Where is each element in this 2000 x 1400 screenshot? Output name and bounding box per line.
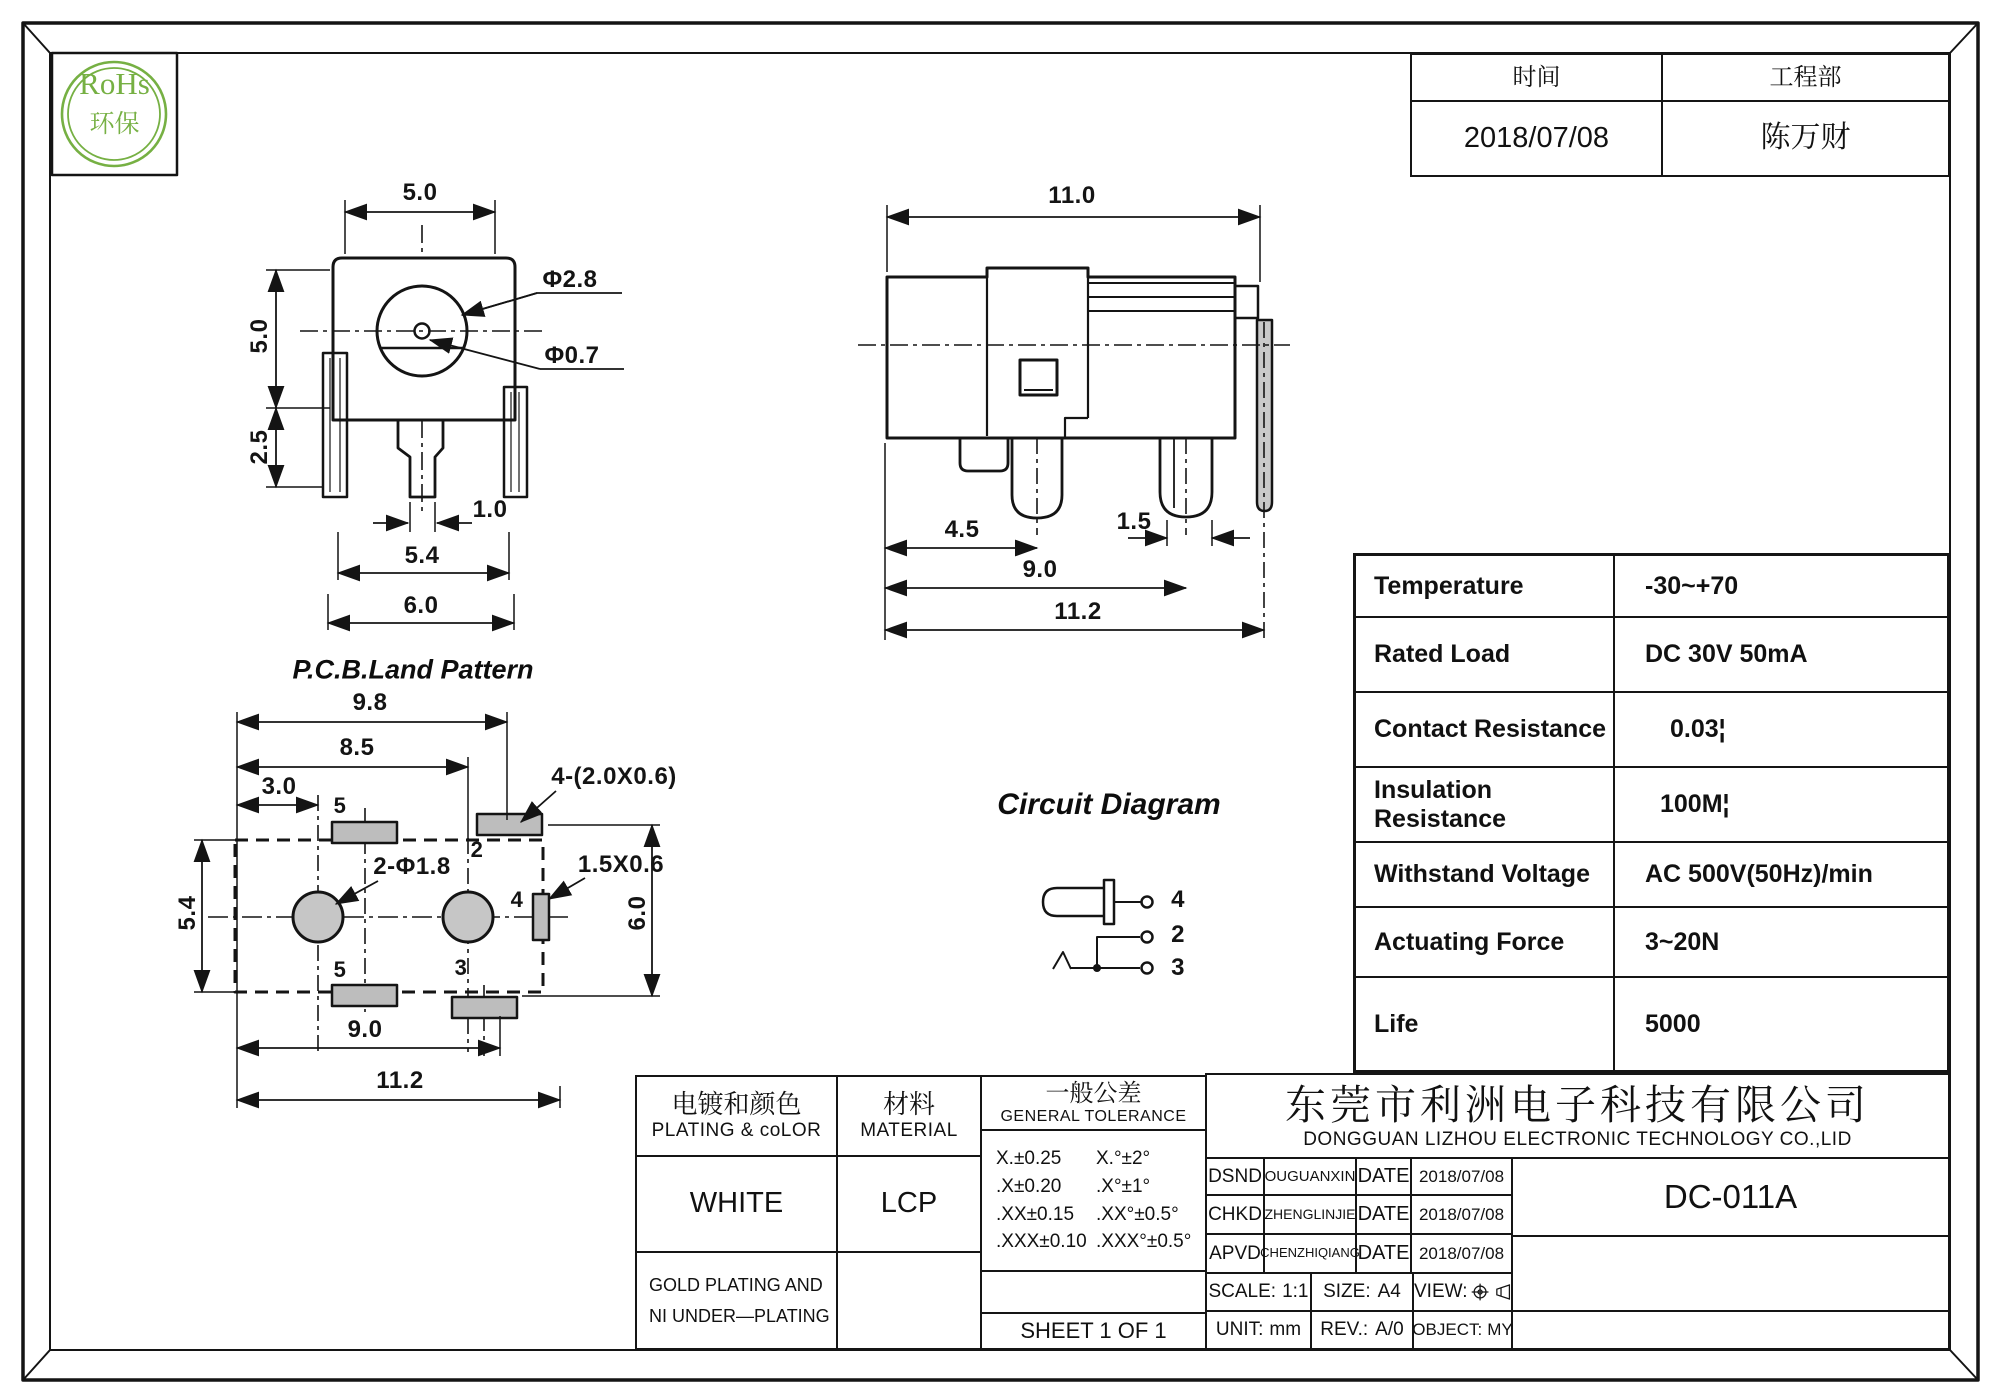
circuit-pin4: 4	[1171, 886, 1185, 913]
pcb-dim-54: 5.4	[174, 895, 201, 931]
staff-name: CHENZHIQIANG	[1260, 1245, 1360, 1261]
front-dia-outer: Φ2.8	[542, 266, 598, 293]
circuit-pin3: 3	[1171, 954, 1185, 981]
unit-value: mm	[1269, 1319, 1302, 1341]
size-value: A4	[1377, 1281, 1401, 1303]
front-dim-upper-height: 5.0	[246, 318, 273, 354]
object-label: OBJECT:	[1412, 1320, 1483, 1340]
plating-header-en: PLATING & coLOR	[651, 1120, 822, 1142]
object-value: MY	[1487, 1320, 1513, 1340]
spec-value: 5000	[1645, 1009, 1701, 1038]
spec-label: Temperature	[1356, 556, 1615, 616]
rev-value: A/0	[1375, 1319, 1404, 1341]
rev-label: REV.:	[1320, 1319, 1369, 1341]
part-number-cell	[1511, 1157, 1950, 1237]
sheet-cell	[980, 1312, 1207, 1350]
front-dim-inner-width: 5.4	[404, 542, 440, 569]
material-header-en: MATERIAL	[860, 1120, 958, 1142]
empty-cell-bottom	[1511, 1310, 1950, 1350]
tolerance-header-cn: 一般公差	[1045, 1080, 1142, 1107]
third-angle-projection-icon	[1471, 1278, 1512, 1306]
unit-label: UNIT:	[1215, 1319, 1264, 1341]
dsnd-role	[1205, 1157, 1265, 1196]
pcb-dim-60: 6.0	[624, 895, 651, 931]
spec-value: 100M¦	[1660, 790, 1730, 818]
dsnd-date-label	[1355, 1157, 1412, 1196]
chkd-date-label	[1355, 1194, 1412, 1235]
pcb-pin4: 4	[510, 887, 524, 912]
pcb-pin3: 3	[454, 955, 468, 980]
spec-value: AC 500V(50Hz)/min	[1645, 860, 1873, 888]
unit-cell	[1205, 1310, 1312, 1350]
front-dim-lower-height: 2.5	[246, 429, 273, 465]
tol-linear-3: .XX±0.15	[996, 1203, 1075, 1225]
pcb-pin5-bottom: 5	[333, 957, 347, 982]
pcb-dim-90: 9.0	[347, 1016, 383, 1043]
spec-label: Contact Resistance	[1356, 693, 1615, 766]
circuit-pin2: 2	[1171, 921, 1185, 948]
plating-header-cn: 电镀和颜色	[671, 1089, 802, 1120]
date-value: 2018/07/08	[1418, 1166, 1505, 1186]
dsnd-date	[1410, 1157, 1513, 1196]
plating-header	[635, 1075, 838, 1157]
spec-label: Actuating Force	[1356, 908, 1615, 976]
apvd-name	[1260, 1233, 1360, 1274]
pcb-dim-112: 11.2	[376, 1067, 424, 1094]
front-dim-pin-width: 1.0	[472, 496, 508, 523]
plating-value	[635, 1155, 838, 1253]
company-name-en: DONGGUAN LIZHOU ELECTRONIC TECHNOLOGY CO.,LID	[1303, 1128, 1852, 1150]
table-row	[1356, 556, 1947, 618]
chkd-name	[1263, 1194, 1357, 1235]
rohs-label: RoHs	[79, 66, 150, 101]
plating-note	[635, 1251, 838, 1350]
stamp-date: 2018/07/08	[1463, 121, 1610, 154]
pcb-slot-note: 1.5X0.6	[577, 851, 665, 878]
scale-value: 1:1	[1282, 1281, 1309, 1303]
tolerance-header-en: GENERAL TOLERANCE	[1000, 1107, 1187, 1125]
tolerance-empty-row	[980, 1270, 1207, 1314]
sheet-number: SHEET 1 OF 1	[1020, 1318, 1167, 1344]
spec-label: Withstand Voltage	[1356, 843, 1615, 906]
chkd-role	[1205, 1194, 1265, 1235]
size-cell	[1310, 1272, 1414, 1312]
side-dim-90: 9.0	[1022, 556, 1058, 583]
role-label: CHKD	[1208, 1203, 1262, 1225]
table-row	[1356, 908, 1947, 978]
apvd-date	[1410, 1233, 1513, 1274]
company-name-cn: 东莞市利洲电子科技有限公司	[1285, 1081, 1870, 1128]
material-header-cn: 材料	[882, 1089, 935, 1120]
spec-value: 0.03¦	[1670, 715, 1726, 743]
empty-cell-mid	[1511, 1235, 1950, 1312]
spec-table	[1353, 553, 1950, 1073]
plating-color: WHITE	[689, 1187, 784, 1220]
table-row	[1356, 978, 1947, 1070]
front-dia-pin: Φ0.7	[544, 342, 600, 369]
pcb-dim-85: 8.5	[339, 734, 375, 761]
side-dim-112: 11.2	[1054, 598, 1102, 625]
date-label: DATE	[1357, 1165, 1410, 1187]
tol-linear-2: .X±0.20	[996, 1175, 1062, 1197]
tol-angular-2: .X°±1°	[1096, 1175, 1151, 1197]
tol-linear-4: .XXX±0.10	[996, 1231, 1087, 1253]
stamp-time-value	[1410, 100, 1663, 177]
material-note-empty	[836, 1251, 982, 1350]
material-value	[836, 1155, 982, 1253]
pcb-pin2: 2	[470, 837, 484, 862]
tol-angular-3: .XX°±0.5°	[1096, 1203, 1179, 1225]
size-label: SIZE:	[1323, 1281, 1371, 1303]
stamp-dept-value	[1661, 100, 1950, 177]
tolerance-values	[980, 1129, 1207, 1272]
company-cell	[1205, 1073, 1950, 1159]
staff-name: OUGUANXIN	[1264, 1167, 1356, 1185]
view-cell	[1412, 1272, 1513, 1312]
table-row	[1356, 768, 1947, 843]
role-label: DSND	[1208, 1165, 1262, 1187]
pcb-dim-30: 3.0	[261, 773, 297, 800]
tolerance-header	[980, 1075, 1207, 1131]
apvd-role	[1205, 1233, 1265, 1274]
date-label: DATE	[1357, 1203, 1410, 1225]
circuit-title: Circuit Diagram	[997, 788, 1221, 821]
pcb-pin5-top: 5	[333, 793, 347, 818]
table-row	[1356, 693, 1947, 768]
spec-label: Rated Load	[1356, 618, 1615, 691]
stamp-dept-header	[1661, 53, 1950, 102]
tol-angular-4: .XXX°±0.5°	[1096, 1231, 1192, 1253]
spec-value: DC 30V 50mA	[1645, 640, 1808, 668]
pcb-title: P.C.B.Land Pattern	[292, 654, 534, 685]
spec-label: Insulation Resistance	[1356, 768, 1615, 841]
stamp-engineer-name: 陈万财	[1760, 121, 1851, 155]
object-cell	[1412, 1310, 1513, 1350]
pcb-dim-98: 9.8	[352, 689, 388, 716]
material-name: LCP	[880, 1187, 938, 1220]
rev-cell	[1310, 1310, 1414, 1350]
spec-label: Life	[1356, 978, 1615, 1070]
side-dim-45: 4.5	[944, 516, 980, 543]
dsnd-name	[1263, 1157, 1357, 1196]
tol-angular-1: X.°±2°	[1096, 1147, 1151, 1169]
date-label: DATE	[1357, 1242, 1410, 1264]
plating-note-line1: GOLD PLATING AND	[649, 1274, 823, 1295]
side-dim-width: 11.0	[1048, 182, 1096, 209]
front-dim-outer-width: 6.0	[403, 592, 439, 619]
front-dim-top-width: 5.0	[402, 179, 438, 206]
rohs-subtitle: 环保	[89, 110, 140, 138]
pcb-pad-note: 4-(2.0X0.6)	[551, 763, 677, 790]
rohs-logo	[52, 66, 177, 140]
scale-label: SCALE:	[1208, 1281, 1277, 1303]
pcb-hole-note: 2-Φ1.8	[373, 853, 451, 880]
tol-linear-1: X.±0.25	[996, 1147, 1062, 1169]
material-header	[836, 1075, 982, 1157]
scale-cell	[1205, 1272, 1312, 1312]
apvd-date-label	[1355, 1233, 1412, 1274]
part-number: DC-011A	[1663, 1178, 1798, 1216]
plating-note-line2: NI UNDER—PLATING	[649, 1305, 830, 1326]
role-label: APVD	[1209, 1242, 1261, 1264]
view-label: VIEW:	[1414, 1281, 1468, 1303]
stamp-time-label: 时间	[1512, 63, 1561, 91]
stamp-dept-label: 工程部	[1769, 63, 1842, 91]
spec-value: -30~+70	[1645, 571, 1739, 600]
stamp-time-header	[1410, 53, 1663, 102]
staff-name: ZHENGLINJIE	[1264, 1206, 1356, 1223]
chkd-date	[1410, 1194, 1513, 1235]
table-row	[1356, 618, 1947, 693]
date-value: 2018/07/08	[1418, 1204, 1505, 1224]
table-row	[1356, 843, 1947, 908]
date-value: 2018/07/08	[1418, 1243, 1505, 1263]
spec-value: 3~20N	[1645, 927, 1720, 956]
side-dim-15: 1.5	[1116, 508, 1152, 535]
